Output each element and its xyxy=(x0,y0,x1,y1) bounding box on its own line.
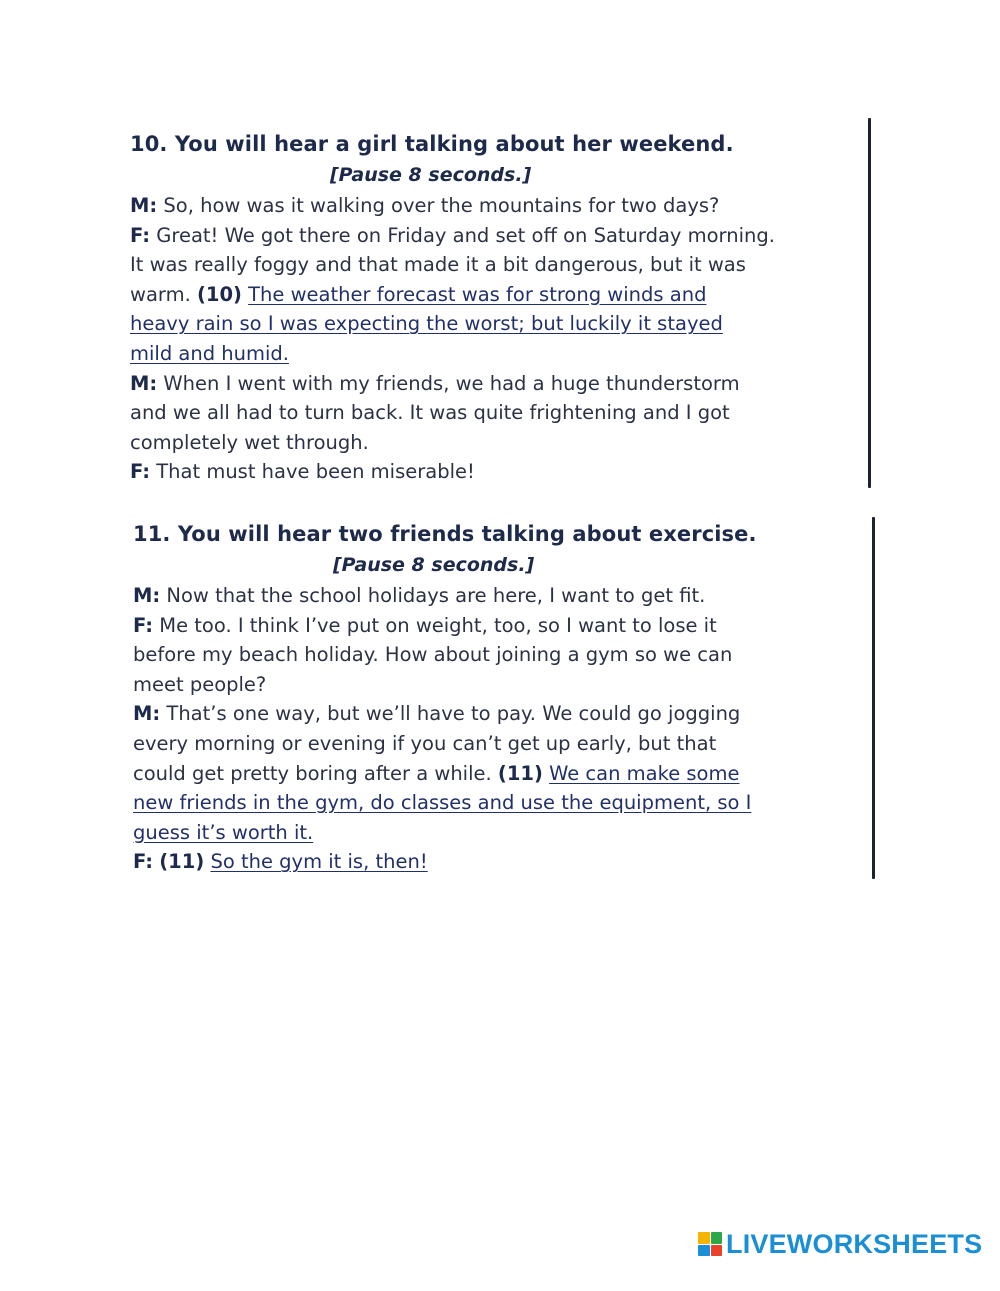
speaker-label: M: xyxy=(133,702,161,726)
answer-text: mild and humid. xyxy=(130,341,289,365)
line-text: Now that the school holidays are here, I want to get fit. xyxy=(160,584,706,607)
line-text: before my beach holiday. How about joining a gym so we can xyxy=(133,643,733,667)
dialogue-line xyxy=(130,221,870,251)
answer-marker: (11) xyxy=(159,850,205,874)
section-heading: 11. You will hear two friends talking about exercise. xyxy=(133,522,757,546)
speaker-label: M: xyxy=(133,584,161,607)
dialogue xyxy=(130,191,870,487)
line-text: Me too. I think I’ve put on weight, too, so I want to lose it xyxy=(153,613,717,637)
line-text: meet people? xyxy=(133,672,267,696)
logo-square-yellow xyxy=(698,1232,710,1244)
dialogue-line xyxy=(130,369,870,399)
line-text: It was really foggy and that made it a bit dangerous, but it was xyxy=(130,253,746,277)
speaker-label: F: xyxy=(130,223,151,247)
line-text: completely wet through. xyxy=(130,430,369,454)
line-text: every morning or evening if you can’t get up early, but that xyxy=(133,731,717,755)
answer-text: heavy rain so I was expecting the worst; but luckily it stayed xyxy=(130,312,723,336)
line-text: warm. xyxy=(130,282,197,306)
logo-square-green xyxy=(711,1232,723,1244)
transcript-section-11 xyxy=(0,517,1000,879)
speaker-label: F: xyxy=(133,613,154,637)
line-text: That must have been miserable! xyxy=(150,460,475,484)
logo-square-red xyxy=(711,1245,723,1257)
liveworksheets-brand xyxy=(698,1229,982,1259)
answer-marker: (11) xyxy=(497,761,543,785)
line-text: and we all had to turn back. It was quite frightening and I got xyxy=(130,401,730,425)
liveworksheets-logo-icon xyxy=(698,1232,722,1256)
logo-square-blue xyxy=(698,1245,710,1257)
dialogue-line xyxy=(130,457,870,487)
speaker-label: M: xyxy=(130,371,158,395)
dialogue-line xyxy=(133,818,873,848)
section-heading: 10. You will hear a girl talking about her weekend. xyxy=(130,132,734,156)
line-text: That’s one way, but we’ll have to pay. We could go jogging xyxy=(160,702,741,726)
answer-text: So the gym it is, then! xyxy=(210,850,428,874)
dialogue-line xyxy=(130,250,870,280)
dialogue-line xyxy=(130,191,870,221)
dialogue-line xyxy=(130,280,870,310)
brand-name: LIVEWORKSHEETS xyxy=(726,1228,983,1259)
speaker-label: F: xyxy=(133,850,154,874)
answer-text: The weather forecast was for strong winds and xyxy=(248,282,707,306)
dialogue-line xyxy=(130,398,870,428)
line-text: Great! We got there on Friday and set off on Saturday morning. xyxy=(150,223,775,247)
dialogue-line xyxy=(133,611,873,641)
dialogue-line xyxy=(133,847,873,877)
dialogue-line xyxy=(133,788,873,818)
dialogue-line xyxy=(133,581,873,611)
answer-marker: (10) xyxy=(196,282,242,306)
pause-note: [Pause 8 seconds.] xyxy=(333,554,535,576)
transcript-section-10 xyxy=(0,124,1000,490)
answer-text: new friends in the gym, do classes and use the equipment, so I xyxy=(133,791,752,815)
dialogue-line xyxy=(130,309,870,339)
answer-text: We can make some xyxy=(549,761,740,785)
speaker-label: M: xyxy=(130,194,158,217)
line-text: When I went with my friends, we had a huge thunderstorm xyxy=(157,371,740,395)
dialogue-line xyxy=(133,640,873,670)
line-text: could get pretty boring after a while. xyxy=(133,761,498,785)
dialogue-line xyxy=(133,670,873,700)
pause-note: [Pause 8 seconds.] xyxy=(330,164,532,186)
speaker-label: F: xyxy=(130,460,151,484)
dialogue-line xyxy=(130,428,870,458)
dialogue-line xyxy=(133,699,873,729)
dialogue-line xyxy=(130,339,870,369)
dialogue-line xyxy=(133,729,873,759)
answer-text: guess it’s worth it. xyxy=(133,820,314,844)
line-text: So, how was it walking over the mountains for two days? xyxy=(157,194,720,217)
dialogue xyxy=(133,581,873,877)
dialogue-line xyxy=(133,759,873,789)
